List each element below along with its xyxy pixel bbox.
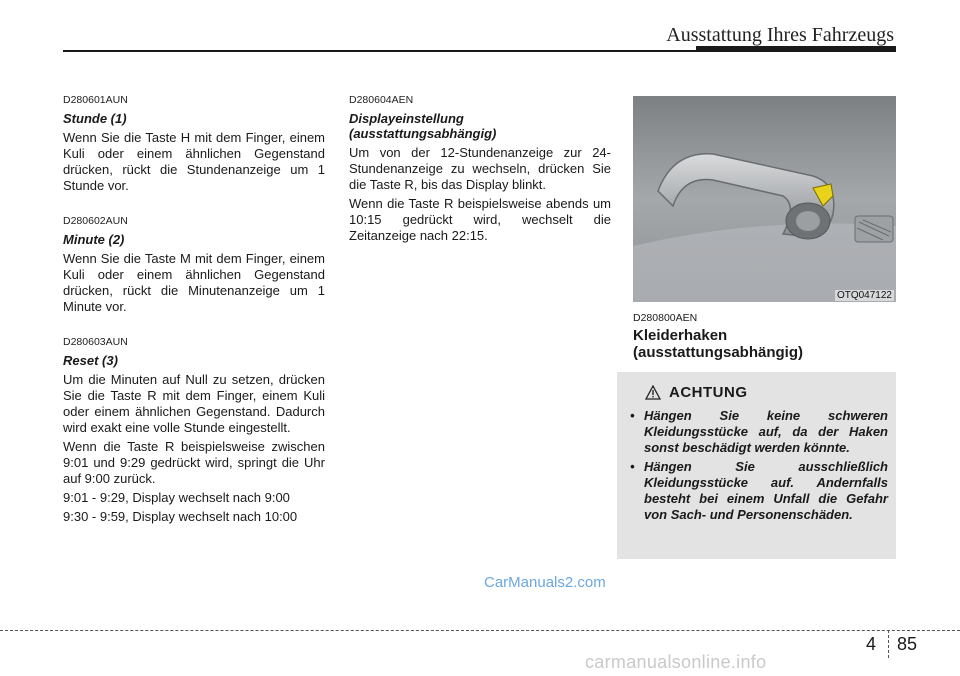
caution-header bbox=[645, 384, 748, 401]
spacer bbox=[63, 197, 325, 215]
heading-minute: Minute (2) bbox=[63, 232, 125, 247]
paragraph-reset-2: Wenn die Taste R beispielsweise zwischen 9:01 und 9:29 gedrückt wird, springt die Uhr auf 9:00 zurück. bbox=[63, 439, 325, 486]
paragraph-stunde: Wenn Sie die Taste H mit dem Finger, einem Kuli oder einem ähnlichen Gegenstand drücken, rückt die Stundenanzeige um 1 Stunde vor. bbox=[63, 130, 325, 193]
caution-title: ACHTUNG bbox=[669, 384, 748, 401]
section-code-stunde: D280601AUN bbox=[63, 94, 128, 106]
photo-caption: OTQ047122 bbox=[836, 290, 892, 301]
section-code-display: D280604AEN bbox=[349, 94, 414, 106]
caution-item-2 bbox=[630, 459, 888, 523]
paragraph-display-1: Um von der 12-Stundenanzeige zur 24-Stundenanzeige zu wechseln, drücken Sie die Taste R, bis das Display blinkt. bbox=[349, 145, 611, 192]
paragraph-display-2: Wenn die Taste R beispielsweise abends um 10:15 gedrückt wird, wechselt die Zeitanzeige nach 22:15. bbox=[349, 196, 611, 243]
heading-coat-hook-2: (ausstattungsabhängig) bbox=[633, 344, 804, 361]
coat-hook-photo bbox=[633, 96, 896, 302]
column-middle bbox=[349, 94, 611, 247]
caution-box bbox=[617, 372, 896, 559]
watermark-link[interactable]: CarManuals2.com bbox=[484, 574, 606, 591]
paragraph-reset-line-1: 9:01 - 9:29, Display wechselt nach 9:00 bbox=[63, 490, 290, 505]
section-code-minute: D280602AUN bbox=[63, 215, 128, 227]
header-title: Ausstattung Ihres Fahrzeugs bbox=[666, 24, 894, 46]
footer-rule bbox=[0, 630, 960, 631]
coat-hook-illustration bbox=[633, 96, 896, 302]
heading-display-2: (ausstattungsabhängig) bbox=[349, 126, 497, 141]
caution-item-text: Hängen Sie ausschließlich Kleidungsstücke auf. Andernfalls besteht bei einem Unfall die Gefahr von Sach- und Personenschäden. bbox=[644, 459, 888, 522]
column-right bbox=[633, 96, 896, 361]
heading-coat-hook-1: Kleiderhaken bbox=[633, 327, 728, 344]
warning-triangle-icon bbox=[645, 385, 661, 400]
paragraph-reset-1: Um die Minuten auf Null zu setzen, drücken Sie die Taste R mit dem Finger, einem Kuli oder einem ähnlichen Gegenstand. Dadurch wird exakt eine volle Stunde eingestellt. bbox=[63, 372, 325, 435]
section-code-coat-hook: D280800AEN bbox=[633, 312, 698, 324]
column-left bbox=[63, 94, 325, 528]
header-bar bbox=[696, 46, 896, 52]
caution-item-text: Hängen Sie keine schweren Kleidungsstücke auf, da der Haken sonst beschädigt werden könnte. bbox=[644, 408, 888, 455]
paragraph-reset-line-2: 9:30 - 9:59, Display wechselt nach 10:00 bbox=[63, 509, 298, 524]
heading-reset: Reset (3) bbox=[63, 353, 118, 368]
paragraph-minute: Wenn Sie die Taste M mit dem Finger, einem Kuli oder einem ähnlichen Gegenstand drücken, rückt die Minutenanzeige um 1 Minute vor. bbox=[63, 251, 325, 314]
caution-item-1 bbox=[630, 408, 888, 456]
page-chapter: 4 bbox=[866, 634, 877, 654]
footer-separator bbox=[888, 630, 889, 658]
page-number: 85 bbox=[897, 634, 918, 654]
heading-display-1: Displayeinstellung bbox=[349, 111, 464, 126]
watermark-text: carmanualsonline.info bbox=[585, 652, 767, 672]
bullet: • bbox=[630, 459, 635, 474]
section-code-reset: D280603AUN bbox=[63, 336, 128, 348]
spacer bbox=[63, 318, 325, 336]
caution-list bbox=[630, 408, 888, 526]
heading-stunde: Stunde (1) bbox=[63, 111, 127, 126]
bullet: • bbox=[630, 408, 635, 423]
